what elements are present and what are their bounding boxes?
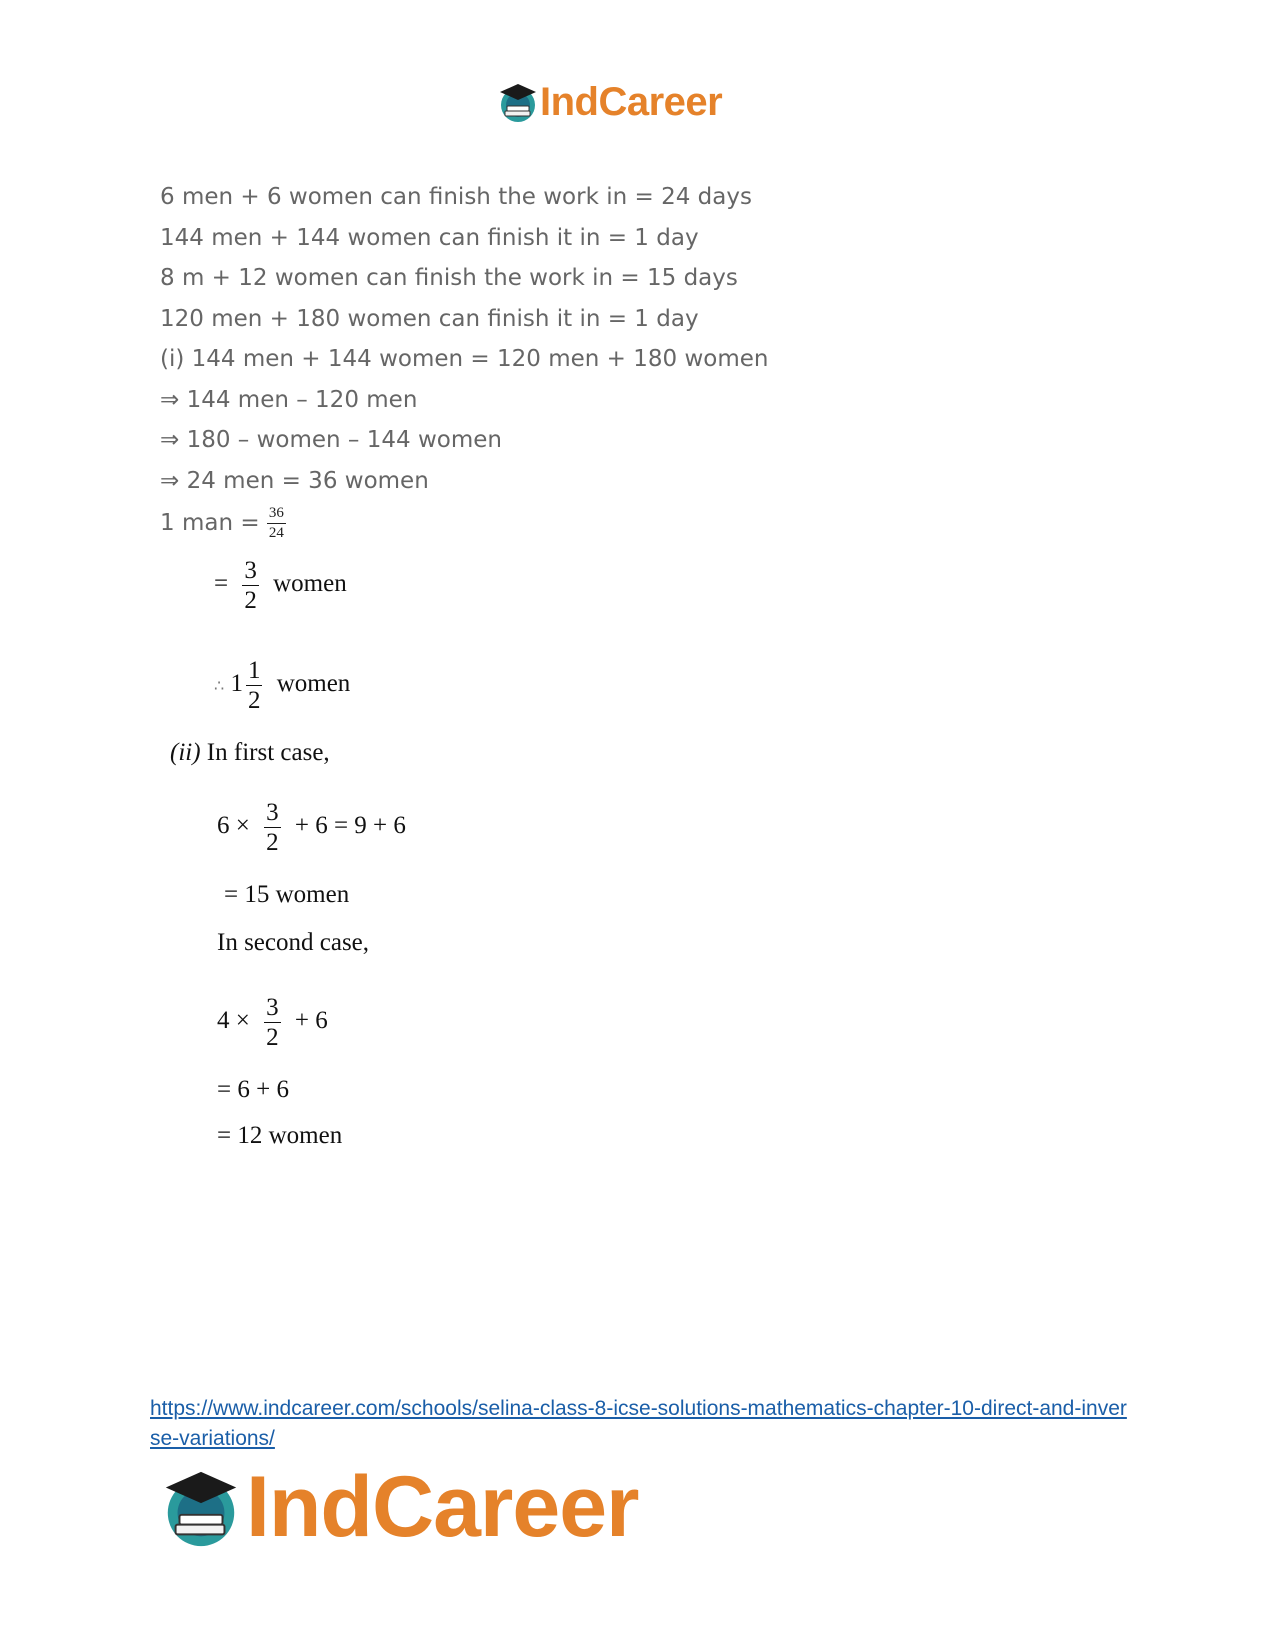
logo-text: IndCareer bbox=[540, 79, 723, 124]
equation-tail: + 6 = 9 + 6 bbox=[294, 812, 406, 840]
source-link[interactable]: https://www.indcareer.com/schools/selina-class-8-icse-solutions-mathematics-chapter-10-direct-and-inverse-variations/ bbox=[150, 1397, 1127, 1450]
fraction bbox=[264, 995, 281, 1050]
solution-line: 8 m + 12 women can finish the work in = 15 days bbox=[160, 265, 738, 291]
solution-line: ⇒ 180 – women – 144 women bbox=[160, 427, 502, 453]
logo-text: IndCareer bbox=[246, 1458, 639, 1555]
part-ii-heading bbox=[170, 738, 330, 768]
second-case-label: In second case, bbox=[217, 929, 370, 956]
solution-line: ⇒ 144 men – 120 men bbox=[160, 387, 418, 413]
second-case-equation bbox=[217, 995, 328, 1050]
fraction-numerator: 1 bbox=[247, 657, 261, 684]
one-man-prefix: 1 man = bbox=[160, 510, 267, 536]
fraction-numerator: 3 bbox=[266, 994, 279, 1021]
solution-line: 120 men + 180 women can finish it in = 1 day bbox=[160, 306, 699, 332]
first-case-result: = 15 women bbox=[224, 881, 350, 908]
fraction bbox=[242, 558, 259, 613]
solution-line: 6 men + 6 women can finish the work in = 24 days bbox=[160, 184, 752, 210]
fraction-numerator: 3 bbox=[266, 799, 279, 826]
fraction-denominator: 2 bbox=[247, 687, 261, 714]
multiplier: 6 × bbox=[217, 812, 250, 840]
one-man-equation bbox=[160, 506, 286, 541]
fraction-denominator: 2 bbox=[244, 587, 257, 614]
unit-label: women bbox=[276, 670, 351, 698]
fraction-denominator: 24 bbox=[268, 525, 284, 541]
three-halves-step bbox=[214, 558, 347, 613]
fraction-denominator: 2 bbox=[266, 829, 279, 856]
graduation-cap-icon bbox=[498, 80, 538, 124]
second-case-step: = 6 + 6 bbox=[217, 1076, 289, 1103]
solution-line: (i) 144 men + 144 women = 120 men + 180 women bbox=[160, 346, 769, 372]
fraction bbox=[267, 506, 286, 541]
solution-line: 144 men + 144 women can finish it in = 1 day bbox=[160, 225, 699, 251]
fraction bbox=[264, 800, 281, 855]
equation-tail: + 6 bbox=[294, 1007, 328, 1035]
fraction-numerator: 3 bbox=[244, 557, 257, 584]
solution-line: ⇒ 24 men = 36 women bbox=[160, 468, 429, 494]
therefore-sign: ∴ bbox=[214, 678, 225, 696]
unit-label: women bbox=[273, 570, 347, 598]
mixed-number-step bbox=[214, 658, 350, 713]
multiplier: 4 × bbox=[217, 1007, 250, 1035]
whole-part: 1 bbox=[230, 670, 243, 698]
fraction bbox=[246, 658, 263, 713]
equals-sign: = bbox=[214, 570, 229, 598]
part-label: (ii) bbox=[170, 739, 201, 766]
fraction-denominator: 2 bbox=[266, 1024, 279, 1051]
header-logo bbox=[498, 78, 722, 126]
graduation-cap-icon bbox=[160, 1464, 242, 1550]
fraction-numerator: 36 bbox=[268, 505, 284, 521]
second-case-result: = 12 women bbox=[217, 1122, 343, 1149]
first-case-equation bbox=[217, 800, 406, 855]
footer-logo bbox=[160, 1458, 639, 1555]
part-text: In first case, bbox=[206, 739, 330, 766]
